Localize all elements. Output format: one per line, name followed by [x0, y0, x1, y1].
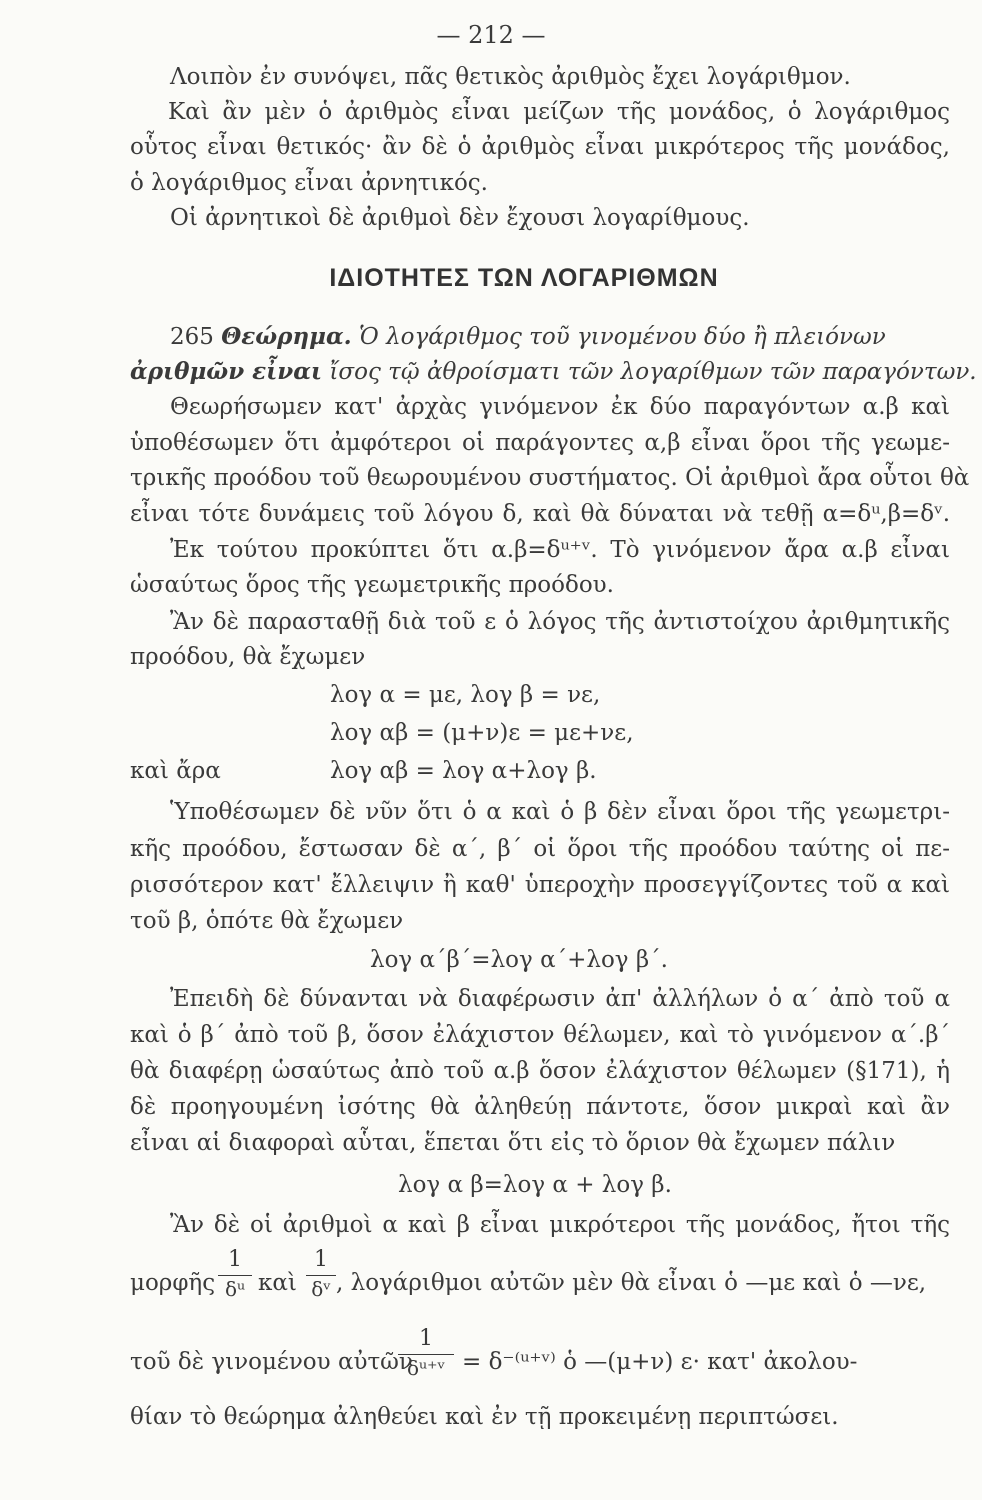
theorem-text: Ὁ λογάριθμος τοῦ γινομένου δύο ἢ πλειόνων	[359, 324, 886, 350]
text-line: κῆς προόδου, ἔστωσαν δὲ α΄, β΄ οἱ ὅροι τῆς προόδου ταύτης οἱ πε-	[130, 836, 950, 862]
text-line: Ὑποθέσωμεν δὲ νῦν ὅτι ὁ α καὶ ὁ β δὲν εἶναι ὅροι τῆς γεωμετρι-	[170, 799, 950, 825]
equation: λογ αβ = λογ α+λογ β.	[330, 758, 597, 784]
fraction	[218, 1247, 252, 1300]
text-fragment: καὶ	[258, 1270, 297, 1296]
fraction-denominator: δᵛ	[311, 1277, 331, 1301]
text-line: Ἂν δὲ οἱ ἀριθμοὶ α καὶ β εἶναι μικρότεροι τῆς μονάδος, ἤτοι τῆς	[170, 1212, 950, 1238]
text-fragment: τοῦ δὲ γινομένου αὐτῶν	[130, 1349, 413, 1375]
fraction	[398, 1326, 454, 1379]
fraction-bar	[306, 1275, 336, 1276]
fraction-denominator: δᵘ	[224, 1277, 246, 1301]
fraction-denominator: δᵘ⁺ᵛ	[406, 1356, 446, 1380]
text-fragment: = δ⁻⁽ᵘ⁺ᵛ⁾ ὁ —(μ+ν) ε· κατ' ἀκολου-	[462, 1349, 858, 1375]
fraction-numerator: 1	[314, 1247, 328, 1272]
fraction	[306, 1247, 336, 1300]
theorem-text: ἴσος τῷ ἀθροίσματι τῶν λογαρίθμων τῶν παραγόντων.	[329, 359, 977, 385]
text-line: προόδου, θὰ ἔχωμεν	[130, 644, 366, 670]
fraction-bar	[218, 1275, 252, 1276]
equation: λογ α = με, λογ β = νε,	[330, 682, 601, 708]
text-line: Θεωρήσωμεν κατ' ἀρχὰς γινόμενον ἐκ δύο παραγόντων α.β καὶ	[170, 394, 950, 420]
equation: λογ αβ = (μ+ν)ε = με+νε,	[330, 720, 634, 746]
text-line: θὰ διαφέρῃ ὡσαύτως ἀπὸ τοῦ α.β ὅσον ἐλάχιστον θέλωμεν (§171), ἡ	[130, 1058, 950, 1084]
page-number: — 212 —	[436, 21, 546, 49]
theorem-label: Θεώρημα.	[221, 323, 352, 350]
text-line: Καὶ ἂν μὲν ὁ ἀριθμὸς εἶναι μείζων τῆς μονάδος, ὁ λογάριθμος	[168, 99, 950, 125]
fraction-numerator: 1	[419, 1326, 433, 1351]
text-line: τοῦ β, ὁπότε θὰ ἔχωμεν	[130, 908, 404, 934]
text-line: οὗτος εἶναι θετικός· ἂν δὲ ὁ ἀριθμὸς εἶναι μικρότερος τῆς μονάδος,	[130, 134, 950, 160]
theorem-number: 265	[170, 324, 214, 350]
text-fragment: , λογάριθμοι αὐτῶν μὲν θὰ εἶναι ὁ —με καὶ ὁ —νε,	[336, 1270, 927, 1296]
text-line: Ἐπειδὴ δὲ δύνανται νὰ διαφέρωσιν ἀπ' ἀλλήλων ὁ α΄ ἀπὸ τοῦ α	[170, 986, 950, 1012]
text-line: εἶναι αἱ διαφοραὶ αὗται, ἕπεται ὅτι εἰς τὸ ὅριον θὰ ἔχωμεν πάλιν	[130, 1130, 896, 1156]
fraction-bar	[398, 1354, 454, 1355]
text-line: Ἂν δὲ παρασταθῇ διὰ τοῦ ε ὁ λόγος τῆς ἀντιστοίχου ἀριθμητικῆς	[170, 609, 950, 635]
text-line: τρικῆς προόδου τοῦ θεωρουμένου συστήματος. Οἱ ἀριθμοὶ ἄρα οὗτοι θὰ	[130, 465, 970, 491]
text-line: δὲ προηγουμένη ἰσότης θὰ ἀληθεύῃ πάντοτε, ὅσον μικραὶ καὶ ἂν	[130, 1094, 950, 1120]
text-line: εἶναι τότε δυνάμεις τοῦ λόγου δ, καὶ θὰ δύναται νὰ τεθῇ α=δᵘ,β=δᵛ.	[130, 501, 950, 527]
text-fragment: μορφῆς	[130, 1270, 216, 1296]
theorem-line	[170, 322, 950, 352]
equation: λογ α β=λογ α + λογ β.	[398, 1172, 672, 1198]
text-line: ὡσαύτως ὅρος τῆς γεωμετρικῆς προόδου.	[130, 572, 614, 598]
text-line: καὶ ὁ β΄ ἀπὸ τοῦ β, ὅσον ἐλάχιστον θέλωμεν, καὶ τὸ γινόμενον α΄.β΄	[130, 1022, 950, 1048]
text-line: Λοιπὸν ἐν συνόψει, πᾶς θετικὸς ἀριθμὸς ἔχει λογάριθμον.	[170, 64, 851, 90]
equation-prefix: καὶ ἄρα	[130, 758, 221, 784]
equation: λογ α΄β΄=λογ α΄+λογ β΄.	[370, 947, 668, 973]
section-heading: ΙΔΙΟΤΗΤΕΣ ΤΩΝ ΛΟΓΑΡΙΘΜΩΝ	[329, 264, 719, 292]
fraction-numerator: 1	[228, 1247, 242, 1272]
theorem-bold-text: ἀριθμῶν εἶναι	[130, 358, 323, 385]
text-line: Οἱ ἀρνητικοὶ δὲ ἀριθμοὶ δὲν ἔχουσι λογαρίθμους.	[170, 205, 750, 231]
text-line: ὁ λογάριθμος εἶναι ἀρνητικός.	[130, 170, 488, 196]
text-line: Ἐκ τούτου προκύπτει ὅτι α.β=δᵘ⁺ᵛ. Τὸ γινόμενον ἄρα α.β εἶναι	[170, 537, 950, 563]
text-line: ρισσότερον κατ' ἔλλειψιν ἢ καθ' ὑπεροχὴν προσεγγίζοντες τοῦ α καὶ	[130, 872, 950, 898]
text-line: ὑποθέσωμεν ὅτι ἀμφότεροι οἱ παράγοντες α,β εἶναι ὅροι τῆς γεωμε-	[130, 430, 950, 456]
text-line: θίαν τὸ θεώρημα ἀληθεύει καὶ ἐν τῇ προκειμένῃ περιπτώσει.	[130, 1404, 839, 1430]
theorem-line	[130, 357, 977, 387]
